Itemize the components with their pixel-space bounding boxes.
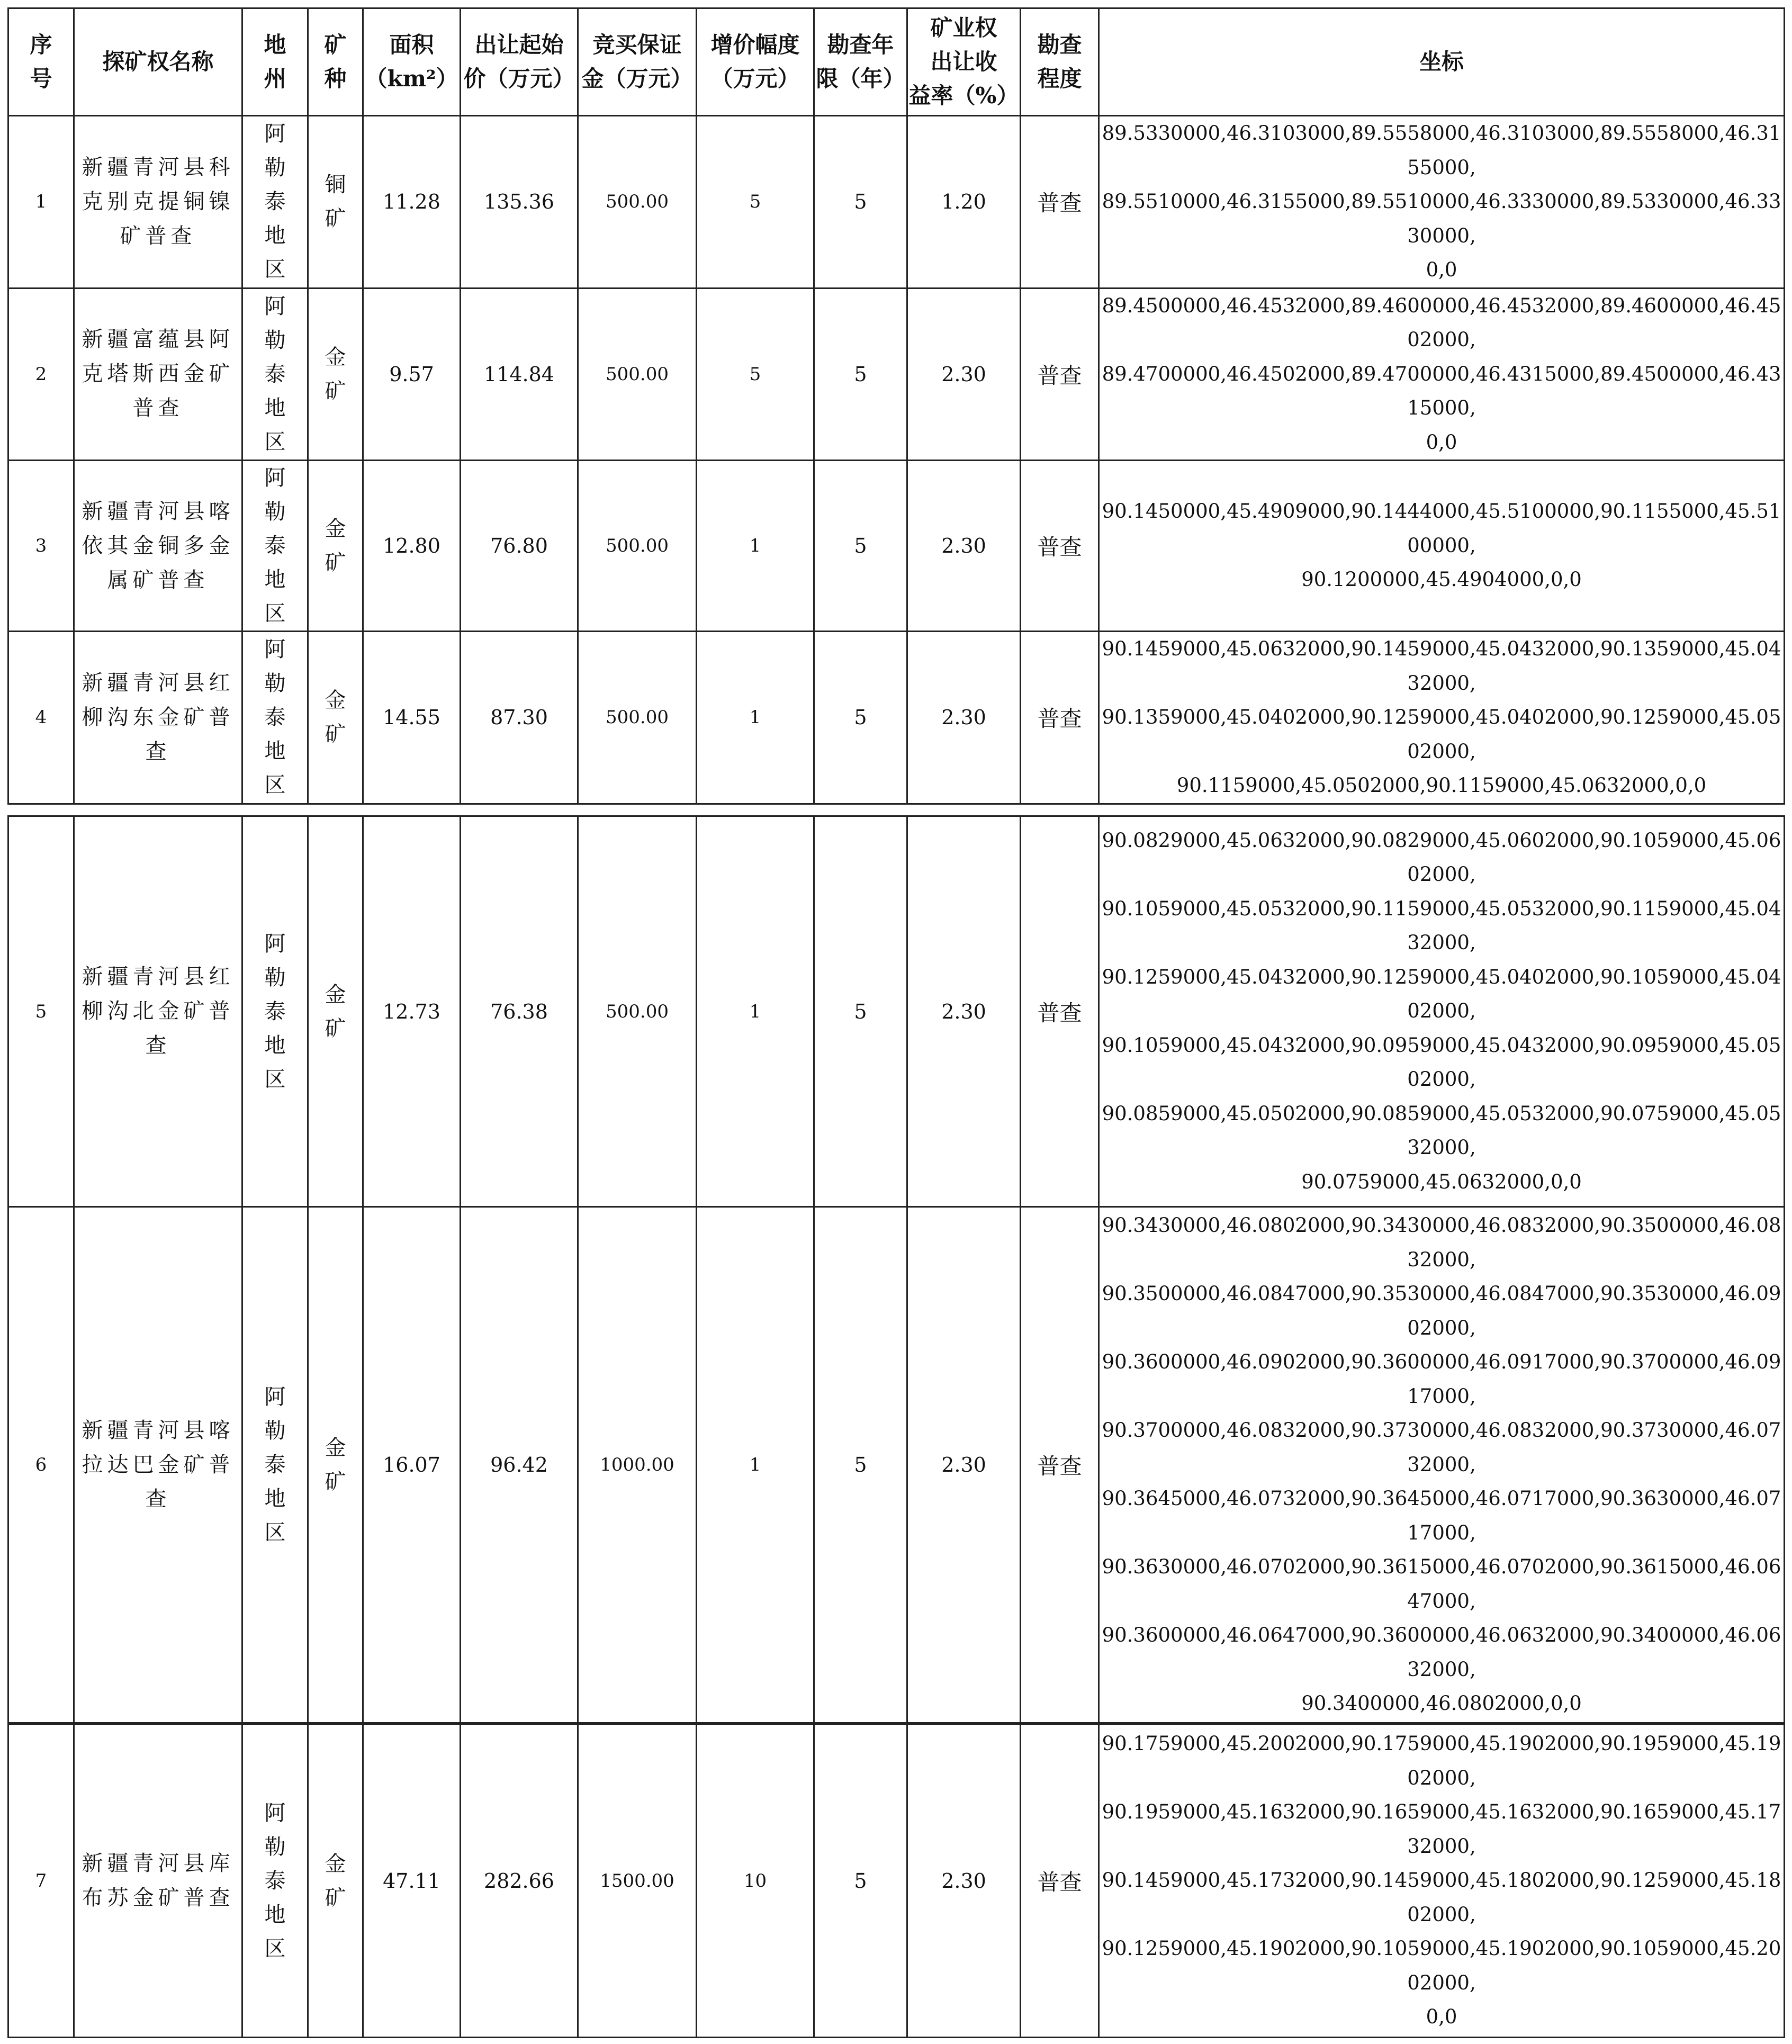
header-line: 勘查 bbox=[1037, 32, 1082, 58]
mineral-char: 矿 bbox=[325, 1470, 346, 1494]
cell-coords bbox=[1099, 1207, 1785, 1723]
region-char: 勒 bbox=[264, 1419, 286, 1443]
cell-deposit: 500.00 bbox=[578, 816, 697, 1207]
cell-deposit: 1000.00 bbox=[578, 1207, 697, 1723]
coord-line: 0,0 bbox=[1426, 258, 1457, 281]
region-char: 区 bbox=[264, 1067, 286, 1092]
cell-name: 新疆青河县喀依其金铜多金属矿普查 bbox=[74, 461, 242, 632]
cell-mineral bbox=[308, 1724, 363, 2038]
header-rate bbox=[907, 8, 1021, 116]
table-row bbox=[8, 116, 1785, 289]
header-area bbox=[363, 8, 461, 116]
header-name bbox=[74, 8, 242, 116]
cell-mineral bbox=[308, 461, 363, 632]
coord-line: 90.1459000,45.1732000,90.1459000,45.1802000,90.1259000,45.1802000, bbox=[1102, 1869, 1781, 1926]
region-char: 阿 bbox=[264, 931, 286, 956]
header-seq bbox=[8, 8, 74, 116]
table-row bbox=[8, 461, 1785, 632]
cell-seq: 7 bbox=[8, 1724, 74, 2038]
cell-rate: 2.30 bbox=[907, 816, 1021, 1207]
cell-increment: 1 bbox=[697, 632, 814, 804]
cell-coords bbox=[1099, 116, 1785, 289]
cell-start-price: 76.80 bbox=[461, 461, 578, 632]
region-char: 泰 bbox=[264, 1868, 286, 1893]
mineral-char: 金 bbox=[325, 982, 346, 1007]
cell-mineral bbox=[308, 816, 363, 1207]
mineral-char: 矿 bbox=[325, 1016, 346, 1041]
cell-increment: 5 bbox=[697, 288, 814, 461]
cell-mineral bbox=[308, 632, 363, 804]
region-char: 区 bbox=[264, 429, 286, 454]
cell-area: 47.11 bbox=[363, 1724, 461, 2038]
cell-coords bbox=[1099, 461, 1785, 632]
cell-years: 5 bbox=[814, 288, 907, 461]
coord-line: 0,0 bbox=[1426, 2005, 1457, 2029]
header-line: 增价幅度 bbox=[710, 32, 800, 58]
cell-deposit: 1500.00 bbox=[578, 1724, 697, 2038]
header-line: 勘查年 bbox=[827, 32, 894, 58]
region-char: 区 bbox=[264, 601, 286, 626]
region-char: 勒 bbox=[264, 1834, 286, 1859]
cell-years: 5 bbox=[814, 116, 907, 289]
cell-years: 5 bbox=[814, 632, 907, 804]
cell-seq: 3 bbox=[8, 461, 74, 632]
coord-line: 90.3600000,46.0902000,90.3600000,46.0917000,90.3700000,46.0917000, bbox=[1102, 1350, 1781, 1408]
header-line: 州 bbox=[264, 66, 286, 92]
cell-region bbox=[242, 816, 308, 1207]
coord-line: 90.1159000,45.0502000,90.1159000,45.0632000,0,0 bbox=[1176, 774, 1707, 797]
cell-seq: 1 bbox=[8, 116, 74, 289]
coord-line: 90.3430000,46.0802000,90.3430000,46.0832000,90.3500000,46.0832000, bbox=[1102, 1214, 1781, 1271]
cell-name: 新疆青河县库布苏金矿普查 bbox=[74, 1724, 242, 2038]
coord-line: 90.1459000,45.0632000,90.1459000,45.0432000,90.1359000,45.0432000, bbox=[1102, 637, 1781, 695]
header-line: （万元） bbox=[710, 66, 800, 92]
cell-coords bbox=[1099, 816, 1785, 1207]
cell-name: 新疆富蕴县阿克塔斯西金矿普查 bbox=[74, 288, 242, 461]
coord-line: 90.1359000,45.0402000,90.1259000,45.0402000,90.1259000,45.0502000, bbox=[1102, 706, 1781, 763]
cell-region bbox=[242, 1207, 308, 1723]
region-char: 地 bbox=[264, 223, 286, 248]
header-line: 竞买保证 bbox=[592, 32, 682, 58]
header-line: 面积 bbox=[389, 32, 434, 58]
region-char: 泰 bbox=[264, 999, 286, 1024]
mineral-char: 金 bbox=[325, 1436, 346, 1460]
cell-rate: 2.30 bbox=[907, 632, 1021, 804]
region-char: 区 bbox=[264, 1936, 286, 1961]
table-row bbox=[8, 632, 1785, 804]
cell-area: 9.57 bbox=[363, 288, 461, 461]
region-char: 泰 bbox=[264, 362, 286, 386]
mineral-char: 矿 bbox=[325, 551, 346, 575]
coord-line: 89.5330000,46.3103000,89.5558000,46.3103000,89.5558000,46.3155000, bbox=[1102, 122, 1781, 179]
cell-start-price: 114.84 bbox=[461, 288, 578, 461]
mineral-char: 铜 bbox=[325, 173, 346, 197]
header-line: 号 bbox=[30, 66, 52, 92]
coord-line: 90.3700000,46.0832000,90.3730000,46.0832000,90.3730000,46.0732000, bbox=[1102, 1419, 1781, 1476]
cell-seq: 2 bbox=[8, 288, 74, 461]
header-line: 金（万元） bbox=[581, 66, 693, 92]
coord-line: 90.3630000,46.0702000,90.3615000,46.0702000,90.3615000,46.0647000, bbox=[1102, 1555, 1781, 1613]
coord-line: 90.1259000,45.0432000,90.1259000,45.0402000,90.1059000,45.0402000, bbox=[1102, 965, 1781, 1023]
cell-increment: 5 bbox=[697, 116, 814, 289]
coord-line: 90.3645000,46.0732000,90.3645000,46.0717000,90.3630000,46.0717000, bbox=[1102, 1487, 1781, 1544]
cell-region bbox=[242, 1724, 308, 2038]
cell-years: 5 bbox=[814, 1207, 907, 1723]
header-line: 坐标 bbox=[1419, 49, 1464, 75]
region-char: 阿 bbox=[264, 294, 286, 319]
header-stage bbox=[1021, 8, 1099, 116]
coord-line: 90.0829000,45.0632000,90.0829000,45.0602000,90.1059000,45.0602000, bbox=[1102, 829, 1781, 886]
cell-seq: 5 bbox=[8, 816, 74, 1207]
cell-stage: 普查 bbox=[1021, 288, 1099, 461]
cell-rate: 1.20 bbox=[907, 116, 1021, 289]
cell-stage: 普查 bbox=[1021, 816, 1099, 1207]
cell-deposit: 500.00 bbox=[578, 632, 697, 804]
cell-increment: 1 bbox=[697, 816, 814, 1207]
mineral-char: 矿 bbox=[325, 379, 346, 403]
cell-start-price: 282.66 bbox=[461, 1724, 578, 2038]
table-header-row bbox=[8, 8, 1785, 116]
cell-years: 5 bbox=[814, 816, 907, 1207]
mineral-char: 金 bbox=[325, 1851, 346, 1876]
coord-line: 90.1959000,45.1632000,90.1659000,45.1632000,90.1659000,45.1732000, bbox=[1102, 1800, 1781, 1858]
header-line: （km²） bbox=[365, 66, 458, 92]
header-region bbox=[242, 8, 308, 116]
mineral-char: 金 bbox=[325, 517, 346, 541]
cell-deposit: 500.00 bbox=[578, 288, 697, 461]
region-char: 阿 bbox=[264, 1800, 286, 1825]
region-char: 区 bbox=[264, 773, 286, 798]
cell-name: 新疆青河县喀拉达巴金矿普查 bbox=[74, 1207, 242, 1723]
header-mineral bbox=[308, 8, 363, 116]
cell-increment: 10 bbox=[697, 1724, 814, 2038]
coord-line: 90.1059000,45.0432000,90.0959000,45.0432000,90.0959000,45.0502000, bbox=[1102, 1033, 1781, 1091]
cell-deposit: 500.00 bbox=[578, 461, 697, 632]
region-char: 勒 bbox=[264, 156, 286, 181]
cell-mineral bbox=[308, 288, 363, 461]
header-line: 种 bbox=[324, 66, 347, 92]
coord-line: 89.4500000,46.4532000,89.4600000,46.4532000,89.4600000,46.4502000, bbox=[1102, 294, 1781, 351]
header-increment bbox=[697, 8, 814, 116]
cell-area: 16.07 bbox=[363, 1207, 461, 1723]
mineral-char: 金 bbox=[325, 688, 346, 713]
header-line: 矿 bbox=[324, 32, 347, 58]
region-char: 区 bbox=[264, 257, 286, 282]
mining-rights-table-part-3 bbox=[7, 1723, 1785, 2038]
header-line: 出让起始 bbox=[474, 32, 564, 58]
header-line: 序 bbox=[30, 32, 52, 58]
region-char: 区 bbox=[264, 1520, 286, 1545]
cell-increment: 1 bbox=[697, 461, 814, 632]
cell-rate: 2.30 bbox=[907, 461, 1021, 632]
cell-rate: 2.30 bbox=[907, 1207, 1021, 1723]
region-char: 地 bbox=[264, 1487, 286, 1511]
cell-stage: 普查 bbox=[1021, 632, 1099, 804]
mineral-char: 金 bbox=[325, 345, 346, 370]
coord-line: 90.1200000,45.4904000,0,0 bbox=[1301, 568, 1582, 591]
coord-line: 90.1450000,45.4909000,90.1444000,45.5100000,90.1155000,45.5100000, bbox=[1102, 500, 1781, 557]
cell-region bbox=[242, 116, 308, 289]
cell-rate: 2.30 bbox=[907, 288, 1021, 461]
region-char: 勒 bbox=[264, 965, 286, 990]
coord-line: 0,0 bbox=[1426, 430, 1457, 454]
coord-line: 89.5510000,46.3155000,89.5510000,46.3330000,89.5330000,46.3330000, bbox=[1102, 190, 1781, 247]
header-deposit bbox=[578, 8, 697, 116]
coord-line: 89.4700000,46.4502000,89.4700000,46.4315000,89.4500000,46.4315000, bbox=[1102, 362, 1781, 419]
region-char: 地 bbox=[264, 1033, 286, 1058]
header-years bbox=[814, 8, 907, 116]
coord-line: 90.3600000,46.0647000,90.3600000,46.0632000,90.3400000,46.0632000, bbox=[1102, 1624, 1781, 1681]
region-char: 勒 bbox=[264, 500, 286, 524]
cell-coords bbox=[1099, 632, 1785, 804]
mineral-char: 矿 bbox=[325, 206, 346, 231]
cell-region bbox=[242, 288, 308, 461]
region-char: 泰 bbox=[264, 534, 286, 558]
cell-coords bbox=[1099, 1724, 1785, 2038]
coord-line: 90.3500000,46.0847000,90.3530000,46.0847000,90.3530000,46.0902000, bbox=[1102, 1282, 1781, 1339]
cell-area: 12.73 bbox=[363, 816, 461, 1207]
cell-region bbox=[242, 461, 308, 632]
cell-rate: 2.30 bbox=[907, 1724, 1021, 2038]
cell-area: 12.80 bbox=[363, 461, 461, 632]
coord-line: 90.1059000,45.0532000,90.1159000,45.0532000,90.1159000,45.0432000, bbox=[1102, 897, 1781, 955]
region-char: 阿 bbox=[264, 1385, 286, 1409]
cell-increment: 1 bbox=[697, 1207, 814, 1723]
table-row bbox=[8, 1724, 1785, 2038]
region-char: 泰 bbox=[264, 705, 286, 730]
table-row bbox=[8, 816, 1785, 1207]
region-char: 勒 bbox=[264, 328, 286, 353]
header-line: 矿业权 bbox=[930, 15, 997, 41]
header-line: 探矿权名称 bbox=[102, 49, 214, 75]
header-line: 价（万元） bbox=[463, 66, 575, 92]
cell-area: 11.28 bbox=[363, 116, 461, 289]
cell-name: 新疆青河县红柳沟东金矿普查 bbox=[74, 632, 242, 804]
mineral-char: 矿 bbox=[325, 722, 346, 747]
region-char: 地 bbox=[264, 395, 286, 420]
cell-name: 新疆青河县科克别克提铜镍矿普查 bbox=[74, 116, 242, 289]
header-start-price bbox=[461, 8, 578, 116]
header-line: 地 bbox=[264, 32, 286, 58]
cell-stage: 普查 bbox=[1021, 1207, 1099, 1723]
coord-line: 90.0859000,45.0502000,90.0859000,45.0532000,90.0759000,45.0532000, bbox=[1102, 1102, 1781, 1159]
cell-start-price: 87.30 bbox=[461, 632, 578, 804]
cell-name: 新疆青河县红柳沟北金矿普查 bbox=[74, 816, 242, 1207]
region-char: 阿 bbox=[264, 122, 286, 147]
cell-start-price: 96.42 bbox=[461, 1207, 578, 1723]
region-char: 阿 bbox=[264, 637, 286, 662]
region-char: 泰 bbox=[264, 190, 286, 214]
region-char: 泰 bbox=[264, 1453, 286, 1477]
cell-seq: 4 bbox=[8, 632, 74, 804]
cell-stage: 普查 bbox=[1021, 461, 1099, 632]
region-char: 地 bbox=[264, 568, 286, 592]
cell-seq: 6 bbox=[8, 1207, 74, 1723]
header-coords bbox=[1099, 8, 1785, 116]
header-line: 程度 bbox=[1037, 66, 1082, 92]
cell-area: 14.55 bbox=[363, 632, 461, 804]
cell-stage: 普查 bbox=[1021, 1724, 1099, 2038]
coord-line: 90.1259000,45.1902000,90.1059000,45.1902000,90.1059000,45.2002000, bbox=[1102, 1937, 1781, 1994]
header-line: 益率（%） bbox=[908, 83, 1019, 109]
coord-line: 90.1759000,45.2002000,90.1759000,45.1902000,90.1959000,45.1902000, bbox=[1102, 1732, 1781, 1789]
header-line: 出让收 bbox=[930, 49, 997, 75]
header-line: 限（年） bbox=[816, 66, 905, 92]
mining-rights-table-part-1 bbox=[7, 7, 1785, 805]
region-char: 阿 bbox=[264, 466, 286, 490]
region-char: 勒 bbox=[264, 671, 286, 696]
cell-start-price: 76.38 bbox=[461, 816, 578, 1207]
region-char: 地 bbox=[264, 739, 286, 764]
cell-coords bbox=[1099, 288, 1785, 461]
cell-deposit: 500.00 bbox=[578, 116, 697, 289]
coord-line: 90.3400000,46.0802000,0,0 bbox=[1301, 1692, 1582, 1715]
cell-region bbox=[242, 632, 308, 804]
cell-stage: 普查 bbox=[1021, 116, 1099, 289]
table-row bbox=[8, 1207, 1785, 1723]
table-row bbox=[8, 288, 1785, 461]
cell-start-price: 135.36 bbox=[461, 116, 578, 289]
cell-years: 5 bbox=[814, 461, 907, 632]
cell-mineral bbox=[308, 116, 363, 289]
mining-rights-table-part-2 bbox=[7, 815, 1785, 1724]
mineral-char: 矿 bbox=[325, 1885, 346, 1910]
region-char: 地 bbox=[264, 1902, 286, 1927]
coord-line: 90.0759000,45.0632000,0,0 bbox=[1301, 1170, 1582, 1193]
cell-years: 5 bbox=[814, 1724, 907, 2038]
cell-mineral bbox=[308, 1207, 363, 1723]
